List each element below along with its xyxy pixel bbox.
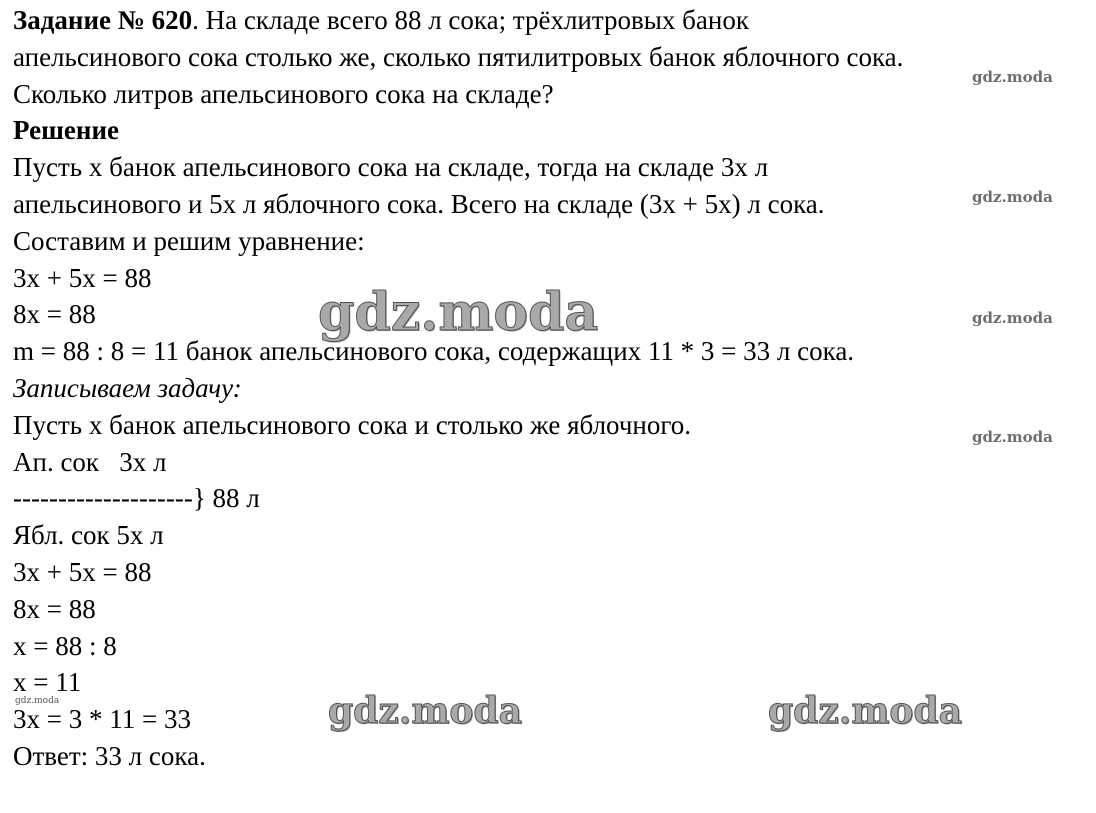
record-heading: Записываем задачу: (13, 372, 242, 403)
watermark-small: gdz.moda (972, 68, 1053, 86)
record-line: Ап. сок 3х л (13, 446, 167, 477)
watermark-small: gdz.moda (972, 188, 1053, 206)
record-line: Пусть х банок апельсинового сока и столько же яблочного. (13, 409, 692, 440)
solution-line: m = 88 : 8 = 11 банок апельсинового сока, содержащих 11 * 3 = 33 л сока. (13, 336, 855, 367)
watermark-medium: gdz.moda (328, 690, 522, 732)
solution-line: Составим и решим уравнение: (13, 225, 365, 256)
watermark-medium: gdz.moda (768, 690, 962, 732)
task-line-3: Сколько литров апельсинового сока на складе? (13, 78, 554, 109)
record-brace-line: --------------------} 88 л (13, 483, 260, 514)
equation-line: х = 11 (13, 667, 82, 698)
equation-line: 3х + 5х = 88 (13, 262, 152, 293)
solution-heading: Решение (13, 115, 119, 146)
watermark-tiny: gdz.moda (15, 696, 60, 706)
equation-line: 8х = 88 (13, 299, 96, 330)
equation-line: 3х = 3 * 11 = 33 (13, 704, 191, 735)
solution-line: Пусть х банок апельсинового сока на складе, тогда на складе 3х л (13, 152, 769, 183)
watermark-small: gdz.moda (972, 309, 1053, 327)
equation-line: 3х + 5х = 88 (13, 556, 152, 587)
solution-line: апельсинового и 5х л яблочного сока. Всего на складе (3х + 5х) л сока. (13, 188, 825, 219)
task-statement-part1: . На складе всего 88 л сока; трёхлитровых банок (192, 5, 749, 35)
task-title: Задание № 620 (13, 5, 193, 35)
answer-line: Ответ: 33 л сока. (13, 740, 206, 771)
equation-line: 8х = 88 (13, 593, 96, 624)
watermark-large: gdz.moda (318, 282, 599, 343)
equation-line: х = 88 : 8 (13, 630, 117, 661)
record-line: Ябл. сок 5х л (13, 520, 164, 551)
task-line-2: апельсинового сока столько же, сколько пятилитровых банок яблочного сока. (13, 41, 904, 72)
document (13, 2, 1088, 775)
watermark-small: gdz.moda (972, 428, 1053, 446)
task-line-1 (13, 2, 1088, 39)
